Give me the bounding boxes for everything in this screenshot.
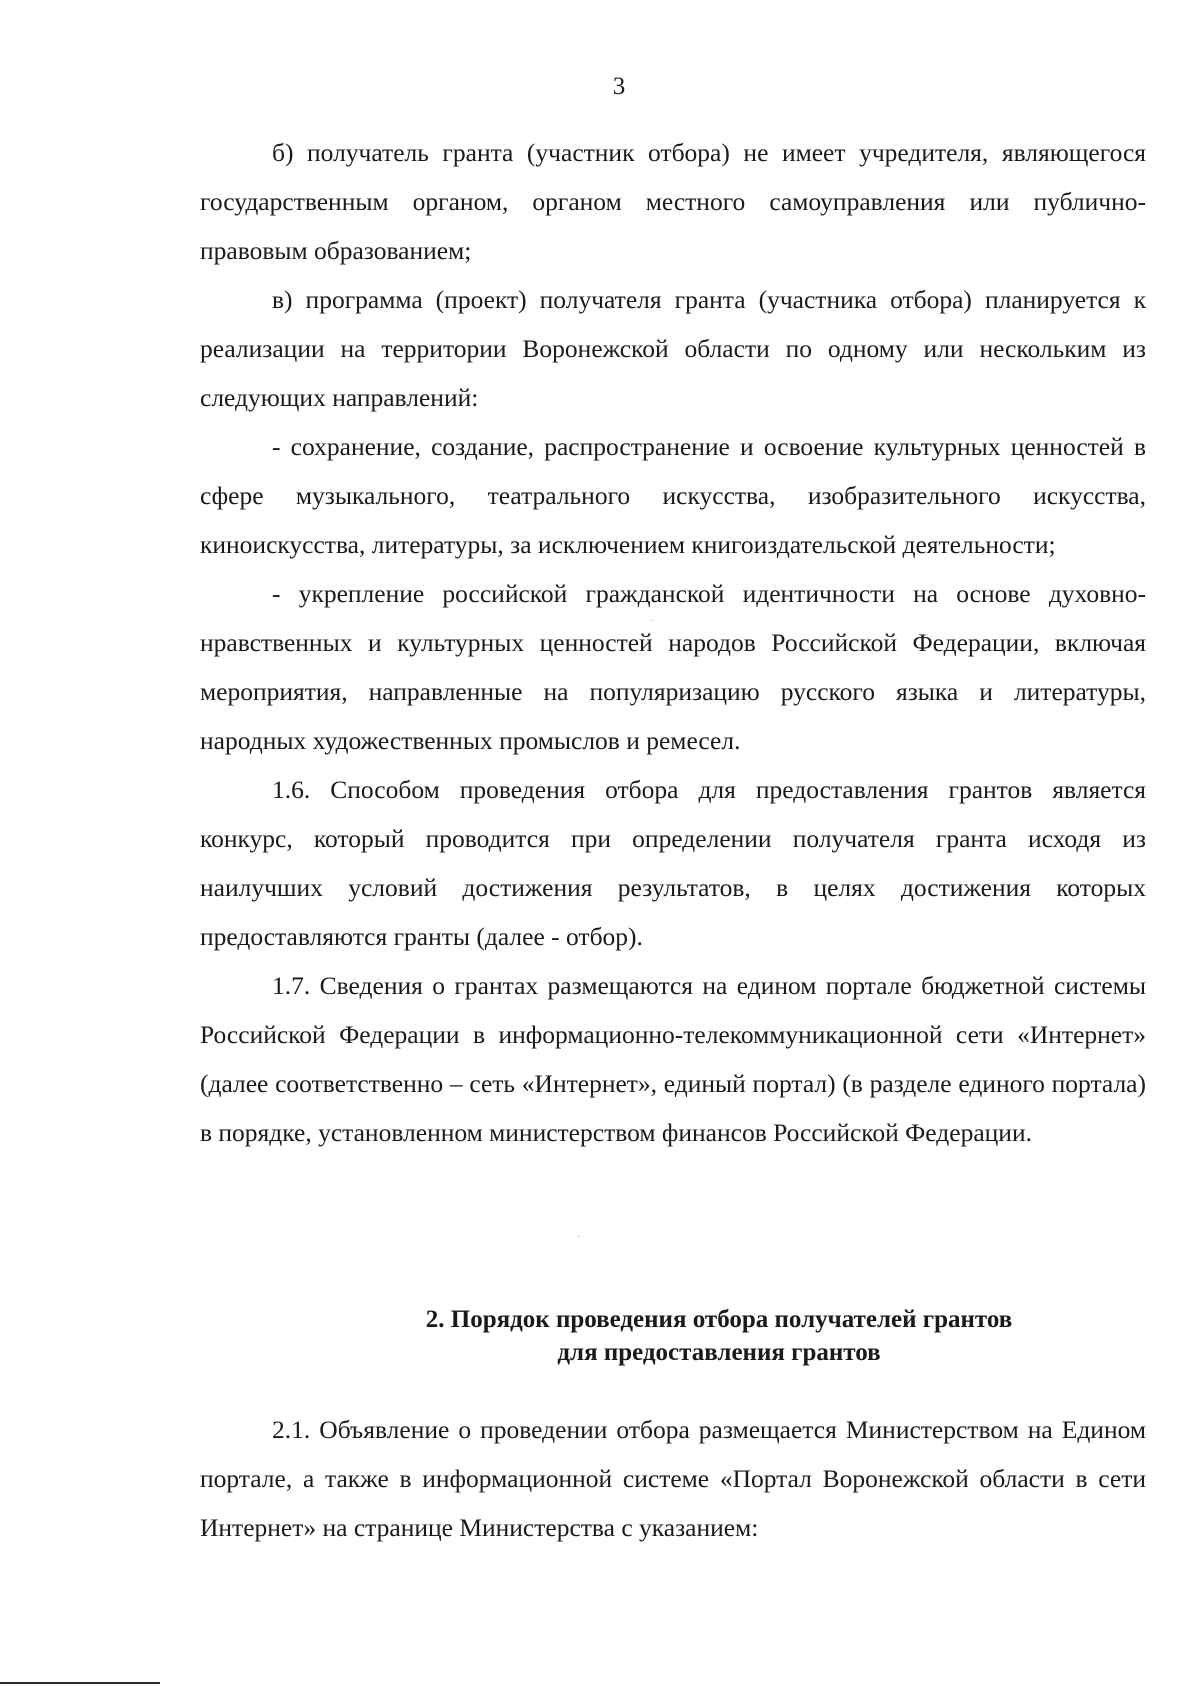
section-heading — [200, 1303, 1200, 1369]
paragraph-1-6: 1.6. Способом проведения отбора для предоставления грантов является конкурс, который проводится при определении получателя гранта исходя из наилучших условий достижения результатов, в целях достижения которых предоставляются гранты (далее - отбор). — [200, 775, 1146, 951]
scan-speck — [578, 1236, 579, 1237]
paragraph-2-1: 2.1. Объявление о проведении отбора размещается Министерством на Едином портале, а также в информационной системе «Портал Воронежской области в сети Интернет» на странице Министерства с указанием: — [200, 1415, 1146, 1542]
section-body — [200, 1405, 1146, 1552]
list-item-identity: - укрепление российской гражданской идентичности на основе духовно-нравственных и культурных ценностей народов Российской Федерации, включая мероприятия, направленные на популяризацию русского языка и литературы, народных художественных промыслов и ремесел. — [200, 579, 1146, 755]
section-heading-line-1: 2. Порядок проведения отбора получателей грантов — [425, 1306, 1013, 1333]
list-item-culture: - сохранение, создание, распространение и освоение культурных ценностей в сфере музыкального, театрального искусства, изобразительного искусства, киноискусства, литературы, за исключением книгоиздательской деятельности; — [200, 432, 1146, 559]
body-text — [200, 128, 1146, 1157]
paragraph-1-7: 1.7. Сведения о грантах размещаются на едином портале бюджетной системы Российской Федерации в информационно-телекоммуникационной сети «Интернет» (далее соответственно – сеть «Интернет», единый портал) (в разделе единого портала) в порядке, установленном министерством финансов Российской Федерации. — [200, 971, 1146, 1147]
scan-edge-line — [0, 1682, 160, 1684]
page-number: 3 — [612, 73, 626, 100]
scan-speck — [652, 620, 653, 621]
paragraph-v: в) программа (проект) получателя гранта (участника отбора) планируется к реализации на территории Воронежской области по одному или нескольким из следующих направлений: — [200, 285, 1146, 412]
paragraph-b: б) получатель гранта (участник отбора) не имеет учредителя, являющегося государственным органом, органом местного самоуправления или публично-правовым образованием; — [200, 138, 1146, 265]
section-heading-line-2: для предоставления грантов — [557, 1339, 881, 1366]
